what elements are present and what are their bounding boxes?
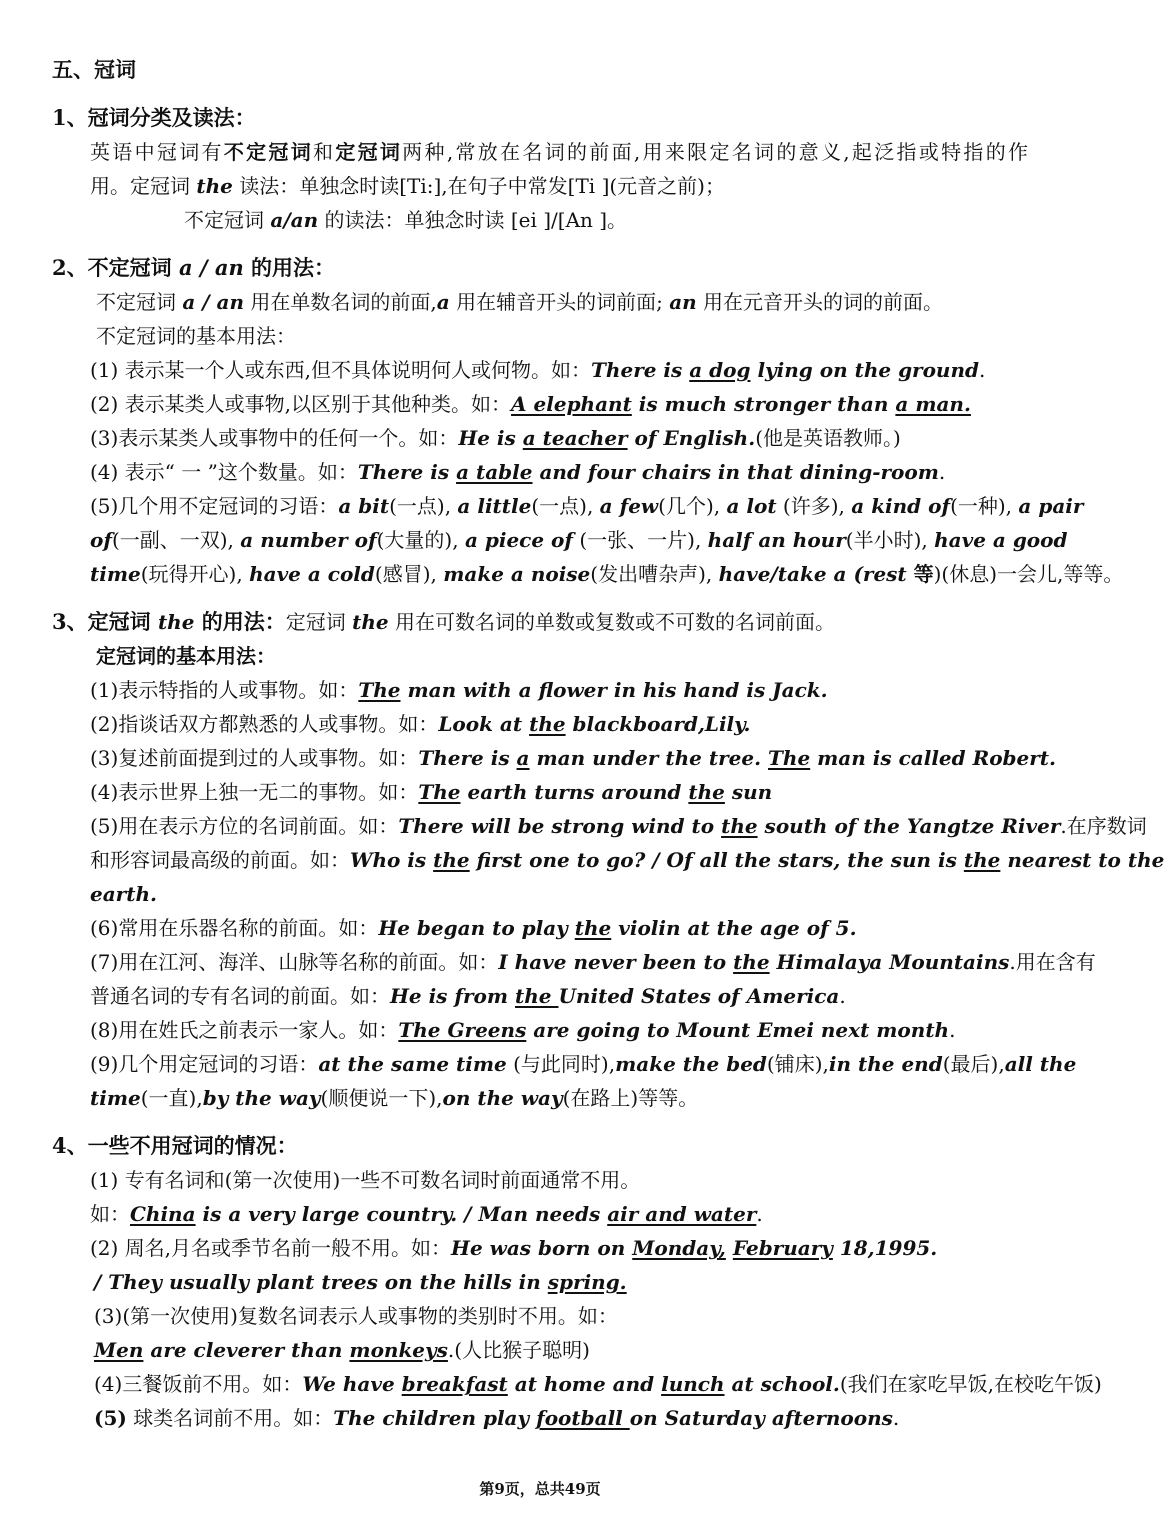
section-3-heading: 3、定冠词 the 的用法：定冠词 the 用在可数名词的单数或复数或不可数的名词前面。 xyxy=(52,609,835,634)
s3-item-9-line-2: time(一直),by the way(顺便说一下),on the way(在路上)等等。 xyxy=(90,1086,699,1110)
s2-item-2: (2) 表示某类人或事物,以区别于其他种类。如：A elephant is much stronger than a man. xyxy=(90,392,971,416)
s3-item-9-line-1: (9)几个用定冠词的习语：at the same time (与此同时),make the bed(铺床),in the end(最后),all the xyxy=(90,1052,1077,1076)
s4-item-1-example: 如：China is a very large country. / Man needs air and water. xyxy=(90,1202,763,1226)
s3-item-4: (4)表示世界上独一无二的事物。如：The earth turns around the sun xyxy=(90,780,773,804)
s2-item-5-line-3: time(玩得开心), have a cold(感冒), make a noise(发出嘈杂声), have/take a (rest 等)(休息)一会儿,等等。 xyxy=(90,562,1124,586)
s2-item-1: (1) 表示某一个人或东西,但不具体说明何人或何物。如：There is a dog lying on the ground. xyxy=(90,358,986,382)
s3-item-5-line-1: (5)用在表示方位的名词前面。如：There will be strong wind to the south of the Yangtze River.在序数词 xyxy=(90,814,1147,838)
s4-item-2: (2) 周名,月名或季节名前一般不用。如：He was born on Monday, February 18,1995. xyxy=(90,1236,938,1260)
s2-item-5-line-1: (5)几个用不定冠词的习语：a bit(一点), a little(一点), a few(几个), a lot (许多), a kind of(一种), a pair xyxy=(90,494,1084,518)
s4-item-1: (1) 专有名词和(第一次使用)一些不可数名词时前面通常不用。 xyxy=(90,1168,641,1192)
s2-item-4: (4) 表示“ 一 ”这个数量。如：There is a table and four chairs in that dining-room. xyxy=(90,460,946,484)
s4-item-3: (3)(第一次使用)复数名词表示人或事物的类别时不用。如： xyxy=(94,1304,618,1328)
s2-line-2: 不定冠词的基本用法： xyxy=(96,324,296,348)
s1-line-2: 用。定冠词 the 读法：单独念时读[Ti:],在句子中常发[Ti ](元音之前)； xyxy=(90,174,725,198)
s4-item-4: (4)三餐饭前不用。如：We have breakfast at home and lunch at school.(我们在家吃早饭,在校吃午饭) xyxy=(94,1372,1102,1396)
s3-item-7-line-2: 普通名词的专有名词的前面。如：He is from the United States of America. xyxy=(90,984,846,1008)
s3-item-2: (2)指谈话双方都熟悉的人或事物。如：Look at the blackboard,Lily. xyxy=(90,712,751,736)
s2-line-1: 不定冠词 a / an 用在单数名词的前面,a 用在辅音开头的词前面; an 用在元音开头的词的前面。 xyxy=(96,290,944,314)
s3-item-8: (8)用在姓氏之前表示一家人。如：The Greens are going to Mount Emei next month. xyxy=(90,1018,956,1042)
s2-item-3: (3)表示某类人或事物中的任何一个。如：He is a teacher of English.(他是英语教师。) xyxy=(90,426,901,450)
s1-line-3: 不定冠词 a/an 的读法：单独念时读 [ei ]/[An ]。 xyxy=(184,208,628,232)
s3-subheading: 定冠词的基本用法： xyxy=(96,644,276,668)
s3-item-7-line-1: (7)用在江河、海洋、山脉等名称的前面。如：I have never been to the Himalaya Mountains.用在含有 xyxy=(90,950,1096,974)
section-1-heading: 1、冠词分类及读法： xyxy=(52,105,256,130)
s3-item-5-line-2: 和形容词最高级的前面。如：Who is the first one to go? / Of all the stars, the sun is the nearest to the xyxy=(90,848,1164,872)
page-footer: 第9页，总共49页 xyxy=(479,1480,601,1498)
s3-item-3: (3)复述前面提到过的人或事物。如：There is a man under the tree. The man is called Robert. xyxy=(90,746,1056,770)
s4-item-5: (5) 球类名词前不用。如：The children play football on Saturday afternoons. xyxy=(94,1406,900,1430)
s4-item-2-example: / They usually plant trees on the hills in spring. xyxy=(94,1270,627,1294)
page-title: 五、冠词 xyxy=(52,57,136,82)
s3-item-1: (1)表示特指的人或事物。如：The man with a flower in his hand is Jack. xyxy=(90,678,828,702)
section-4-heading: 4、一些不用冠词的情况： xyxy=(52,1133,298,1158)
s3-item-6: (6)常用在乐器名称的前面。如：He began to play the violin at the age of 5. xyxy=(90,916,857,940)
section-2-heading: 2、不定冠词 a / an 的用法： xyxy=(52,255,336,280)
s2-item-5-line-2: of(一副、一双), a number of(大量的), a piece of (一张、一片), half an hour(半小时), have a good xyxy=(90,528,1068,552)
s1-line-1: 英语中冠词有不定冠词和定冠词两种,常放在名词的前面,用来限定名词的意义,起泛指或特指的作 xyxy=(90,140,1029,164)
s3-item-5-line-3: earth. xyxy=(90,882,157,906)
s4-item-3-example: Men are cleverer than monkeys.(人比猴子聪明) xyxy=(94,1338,590,1362)
